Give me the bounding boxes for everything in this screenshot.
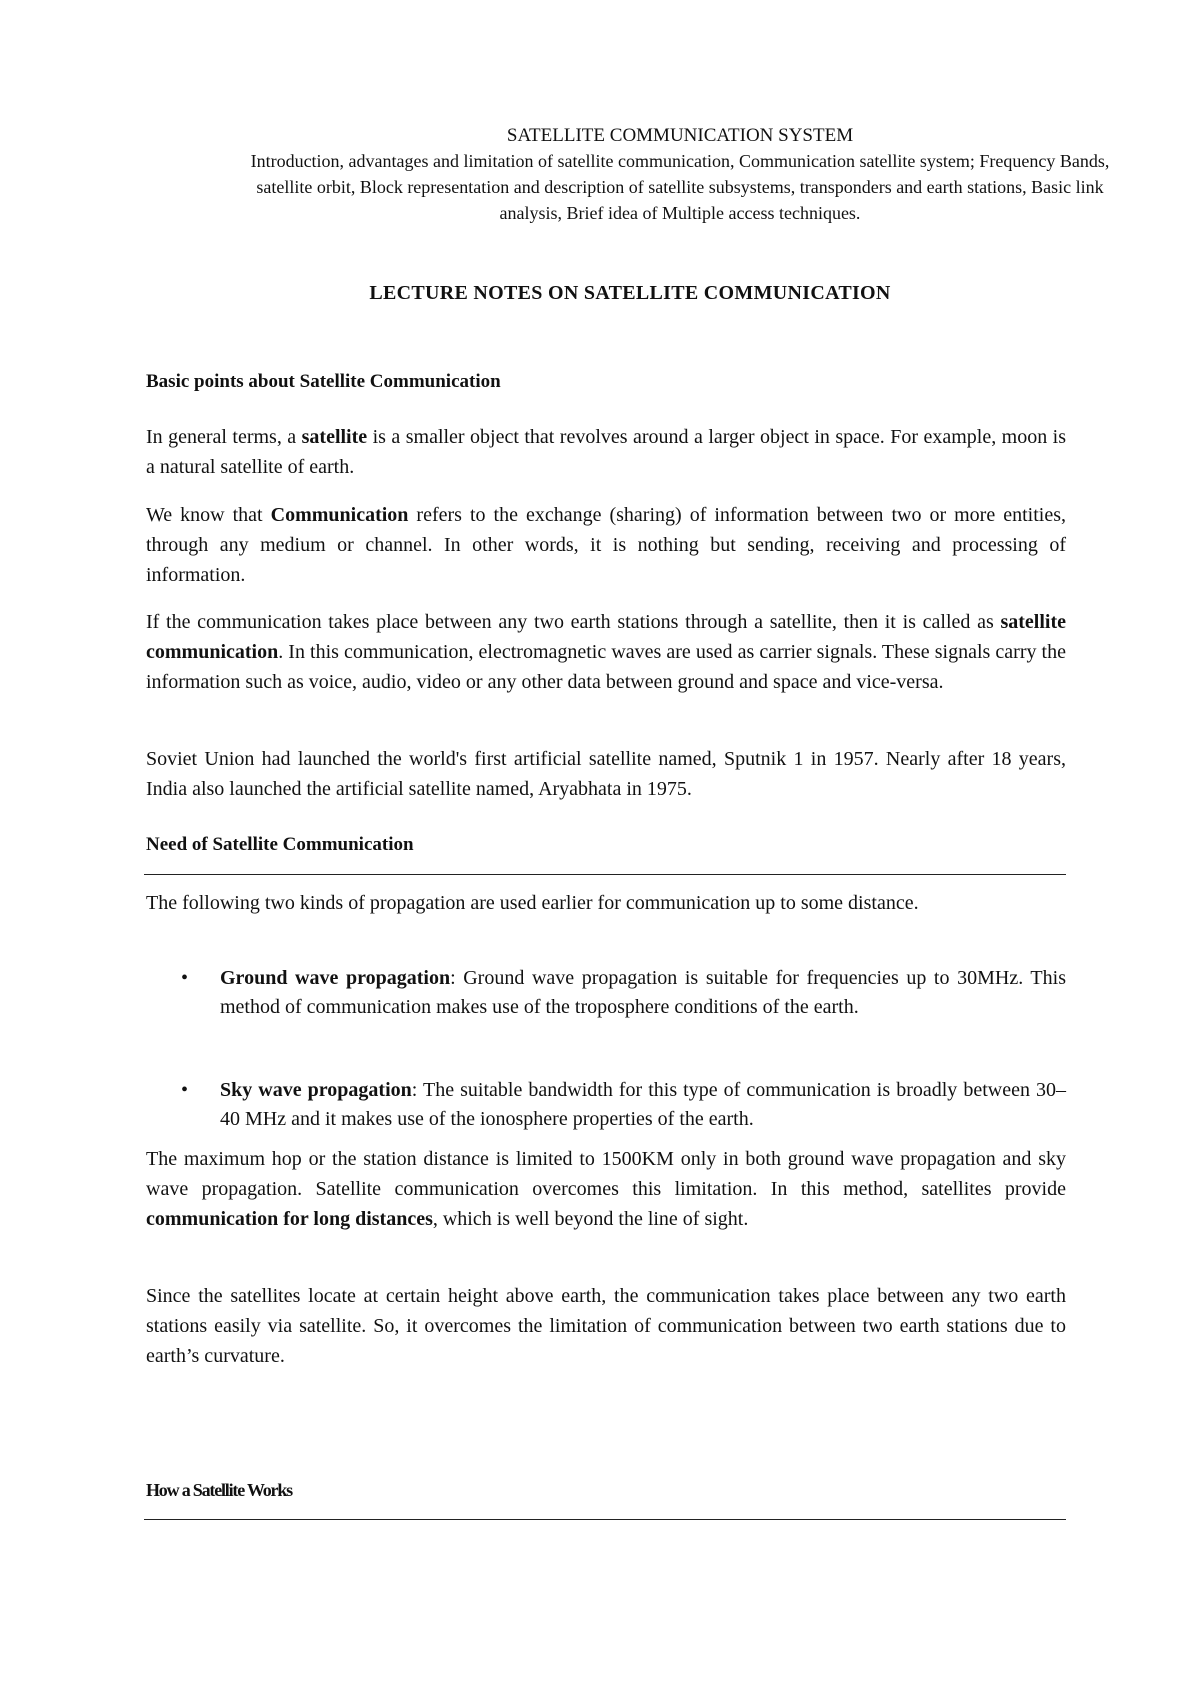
heading-basic-points: Basic points about Satellite Communication (146, 371, 501, 392)
section-divider (144, 874, 1066, 875)
heading-need: Need of Satellite Communication (146, 834, 414, 855)
paragraph-satellite-definition: In general terms, a satellite is a smaller object that revolves around a larger object in space. For example, moon is a natural satellite of earth. (146, 426, 1066, 478)
propagation-list-continued (146, 1076, 1066, 1134)
bullet-icon: • (181, 1079, 189, 1101)
heading-how-satellite-works: How a Satellite Works (146, 1480, 292, 1500)
paragraph-communication-definition: We know that Communication refers to the exchange (sharing) of information between two or more entities, through any medium or channel. In other words, it is nothing but sending, receiving and processing of information. (146, 504, 1066, 586)
document-header (250, 124, 1110, 226)
paragraph-history: Soviet Union had launched the world's first artificial satellite named, Sputnik 1 in 1957. Nearly after 18 years, India also launched the artificial satellite named, Aryabhata in 1975. (146, 748, 1066, 800)
paragraph-earth-curvature: Since the satellites locate at certain height above earth, the communication takes place between any two earth stations easily via satellite. So, it overcomes the limitation of communication between two earth stations due to earth’s curvature. (146, 1285, 1066, 1367)
list-item-ground-wave: • Ground wave propagation: Ground wave propagation is suitable for frequencies up to 30MHz. This method of communication makes use of the troposphere conditions of the earth. (146, 964, 1066, 1022)
paragraph-hop-limit: The maximum hop or the station distance is limited to 1500KM only in both ground wave propagation and sky wave propagation. Satellite communication overcomes this limitation. In this method, satellites provide communication for long distances, which is well beyond the line of sight. (146, 1148, 1066, 1230)
section-divider (144, 1519, 1066, 1520)
header-syllabus-intro: Introduction, advantages and limitation of satellite communication, Communication satellite system; Frequency Bands, satellite orbit, Block representation and description of satellite subsystems, transponders and earth stations, Basic link analysis, Brief idea of Multiple access techniques. (250, 151, 1110, 223)
paragraph-propagation-intro: The following two kinds of propagation are used earlier for communication up to some distance. (146, 892, 919, 914)
paragraph-satellite-communication: If the communication takes place between any two earth stations through a satellite, then it is called as satellite communication. In this communication, electromagnetic waves are used as carrier signals. These signals carry the information such as voice, audio, video or any other data between ground and space and vice-versa. (146, 611, 1066, 693)
propagation-list (146, 964, 1066, 1022)
header-title: SATELLITE COMMUNICATION SYSTEM (506, 125, 854, 146)
lecture-title: LECTURE NOTES ON SATELLITE COMMUNICATION (369, 282, 891, 304)
bullet-icon: • (181, 967, 189, 989)
list-item-sky-wave: • Sky wave propagation: The suitable bandwidth for this type of communication is broadly between 30–40 MHz and it makes use of the ionosphere properties of the earth. (146, 1076, 1066, 1134)
